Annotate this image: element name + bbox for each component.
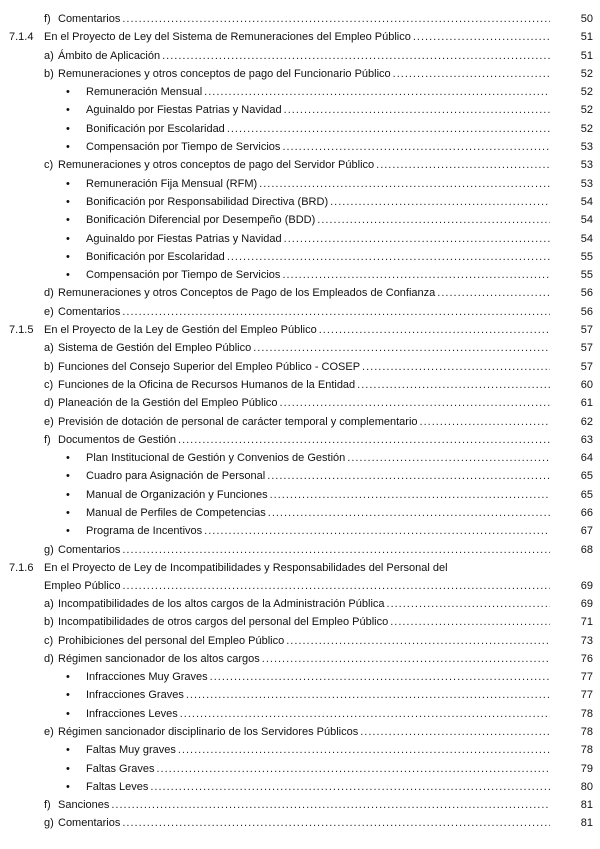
entry-title: Compensación por Tiempo de Servicios [86,269,281,282]
toc-entry [0,705,600,723]
dot-leader [376,156,550,174]
toc-entry [0,760,600,778]
dot-leader [122,10,550,28]
dot-leader [111,796,550,814]
item-letter: f) [44,799,51,812]
entry-title: Remuneraciones y otros conceptos de pago del Funcionario Público [58,67,391,80]
entry-title: En el Proyecto de la Ley de Gestión del Empleo Público [44,324,317,337]
bullet-icon: • [66,104,70,117]
page-number: 52 [580,104,593,117]
dot-leader [284,230,550,248]
page-number: 78 [580,725,593,738]
dot-leader [262,650,550,668]
page-number: 53 [580,159,593,172]
toc-entry [0,10,600,28]
toc-entry [0,230,600,248]
toc-entry [0,28,600,46]
page-number: 55 [580,269,593,282]
bullet-icon: • [66,195,70,208]
entry-title: Remuneración Mensual [86,86,203,99]
toc-entry [0,686,600,704]
toc-entry [0,193,600,211]
item-letter: g) [44,543,54,556]
entry-title: Comentarios [58,305,121,318]
toc-entry [0,413,600,431]
item-letter: b) [44,360,54,373]
page-number: 52 [580,86,593,99]
entry-title: Remuneración Fija Mensual (RFM) [86,177,258,190]
item-letter: f) [44,433,51,446]
toc-entry [0,339,600,357]
page-number: 79 [580,762,593,775]
toc-entry [0,650,600,668]
item-letter: d) [44,652,54,665]
entry-title: Bonificación por Escolaridad [86,250,225,263]
page-number: 78 [580,744,593,757]
dot-leader [204,83,550,101]
entry-title: Bonificación Diferencial por Desempeño (BDD) [86,214,316,227]
entry-title: Plan Institucional de Gestión y Convenios de Gestión [86,452,346,465]
dot-leader [282,138,550,156]
dot-leader [150,778,550,796]
entry-title: Comentarios [58,543,121,556]
bullet-icon: • [66,86,70,99]
entry-title: Bonificación por Responsabilidad Directiva (BRD) [86,195,329,208]
dot-leader [180,705,550,723]
dot-leader [253,339,550,357]
dot-leader [227,120,550,138]
item-letter: c) [44,159,54,172]
entry-title: Previsión de dotación de personal de carácter temporal y complementario [58,415,418,428]
bullet-icon: • [66,452,70,465]
toc-entry [0,156,600,174]
toc-entry [0,120,600,138]
page-number: 50 [580,13,593,25]
toc-entry [0,741,600,759]
toc-entry [0,266,600,284]
dot-leader [420,413,550,431]
dot-leader [317,211,550,229]
toc-entry [0,431,600,449]
entry-title: Ámbito de Aplicación [58,49,161,62]
page-number: 53 [580,141,593,154]
item-letter: e) [44,305,54,318]
page-number: 56 [580,305,593,318]
toc-entry [0,504,600,522]
bullet-icon: • [66,671,70,684]
dot-leader [204,522,550,540]
bullet-icon: • [66,488,70,501]
entry-title: Manual de Perfiles de Competencias [86,507,266,520]
page-number: 60 [580,378,593,391]
entry-title: Faltas Leves [86,780,149,793]
page-number: 65 [580,488,593,501]
bullet-icon: • [66,214,70,227]
toc-entry [0,814,600,832]
dot-leader [330,193,550,211]
dot-leader [360,723,550,741]
dot-leader [259,175,550,193]
item-letter: c) [44,378,54,391]
page-number: 68 [580,543,593,556]
page-number: 57 [580,360,593,373]
entry-title: Manual de Organización y Funciones [86,488,268,501]
page-number: 57 [580,324,593,337]
toc-entry [0,47,600,65]
item-letter: b) [44,616,54,629]
item-letter: a) [44,597,54,610]
toc-entry [0,559,600,595]
bullet-icon: • [66,250,70,263]
entry-title: Régimen sancionador de los altos cargos [58,652,260,665]
entry-title-line-2: Empleo Público [44,580,121,593]
dot-leader [362,358,550,376]
bullet-icon: • [66,507,70,520]
entry-title: Remuneraciones y otros Conceptos de Pago de los Empleados de Confianza [58,287,436,300]
bullet-icon: • [66,269,70,282]
dot-leader [268,504,550,522]
toc-entry [0,65,600,83]
toc-entry [0,284,600,302]
page-number: 53 [580,177,593,190]
dot-leader [357,376,550,394]
toc-entry [0,632,600,650]
entry-title: Documentos de Gestión [58,433,177,446]
entry-title: Incompatibilidades de los altos cargos de la Administración Pública [58,597,385,610]
toc-entry [0,796,600,814]
dot-leader [280,394,550,412]
dot-leader [122,303,550,321]
entry-title: Planeación de la Gestión del Empleo Público [58,397,278,410]
page-number: 62 [580,415,593,428]
page-number: 80 [580,780,593,793]
item-letter: d) [44,397,54,410]
page-number: 65 [580,470,593,483]
dot-leader [319,321,550,339]
toc-entry [0,376,600,394]
page-number: 77 [580,671,593,684]
page-number: 66 [580,507,593,520]
entry-title: Funciones de la Oficina de Recursos Humanos de la Entidad [58,378,356,391]
toc-entry [0,248,600,266]
item-letter: b) [44,67,54,80]
bullet-icon: • [66,707,70,720]
entry-title: Infracciones Leves [86,707,178,720]
bullet-icon: • [66,744,70,757]
bullet-icon: • [66,525,70,538]
dot-leader [162,47,550,65]
entry-title: Infracciones Muy Graves [86,671,208,684]
page-number: 55 [580,250,593,263]
toc-entry [0,138,600,156]
toc-entry [0,211,600,229]
entry-title-line-1: En el Proyecto de Ley de Incompatibilidades y Responsabilidades del Personal del [44,561,448,574]
item-letter: f) [44,13,51,25]
page-number: 69 [580,579,593,592]
dot-leader [122,814,550,832]
entry-title: Remuneraciones y otros conceptos de pago del Servidor Público [58,159,375,172]
toc-entry [0,541,600,559]
section-number: 7.1.4 [9,31,34,44]
entry-title: Funciones del Consejo Superior del Empleo Público - COSEP [58,360,361,373]
dot-leader [122,577,550,595]
entry-title: Cuadro para Asignación de Personal [86,470,266,483]
dot-leader [210,668,550,686]
page-number: 57 [580,342,593,355]
toc-entry [0,449,600,467]
page-number: 52 [580,122,593,135]
toc-entry [0,723,600,741]
toc-entry [0,101,600,119]
entry-title: Sanciones [58,799,110,812]
item-letter: e) [44,415,54,428]
dot-leader [122,541,550,559]
dot-leader [282,266,550,284]
bullet-icon: • [66,177,70,190]
toc-entry [0,467,600,485]
page-number: 51 [580,49,593,62]
entry-title: Programa de Incentivos [86,525,203,538]
item-letter: d) [44,287,54,300]
page-number: 61 [580,397,593,410]
bullet-icon: • [66,232,70,245]
dot-leader [178,431,550,449]
page-number: 78 [580,707,593,720]
entry-title: Comentarios [58,817,121,830]
entry-title: Incompatibilidades de otros cargos del personal del Empleo Público [58,616,389,629]
toc-entry [0,394,600,412]
dot-leader [178,741,550,759]
page-number: 73 [580,634,593,647]
entry-title: En el Proyecto de Ley del Sistema de Remuneraciones del Empleo Público [44,31,411,44]
section-number: 7.1.5 [9,324,34,337]
entry-title: Aguinaldo por Fiestas Patrias y Navidad [86,104,282,117]
section-number: 7.1.6 [9,561,34,574]
page-number: 81 [580,817,593,830]
page-number: 67 [580,525,593,538]
page-number: 69 [580,597,593,610]
entry-title: Sistema de Gestión del Empleo Público [58,342,252,355]
entry-title: Infracciones Graves [86,689,184,702]
dot-leader [227,248,550,266]
entry-title: Bonificación por Escolaridad [86,122,225,135]
bullet-icon: • [66,141,70,154]
toc-entry [0,778,600,796]
bullet-icon: • [66,762,70,775]
bullet-icon: • [66,689,70,702]
bullet-icon: • [66,470,70,483]
item-letter: c) [44,634,54,647]
page-number: 54 [580,195,593,208]
page-number: 56 [580,287,593,300]
entry-title: Aguinaldo por Fiestas Patrias y Navidad [86,232,282,245]
dot-leader [413,28,550,46]
entry-title: Faltas Muy graves [86,744,176,757]
page-number: 81 [580,799,593,812]
entry-title: Régimen sancionador disciplinario de los Servidores Públicos [58,725,359,738]
dot-leader [186,686,550,704]
page-number: 54 [580,214,593,227]
page-number: 52 [580,67,593,80]
dot-leader [437,284,550,302]
toc-entry [0,358,600,376]
toc-entry [0,613,600,631]
dot-leader [284,101,550,119]
toc-entry [0,303,600,321]
page-number: 77 [580,689,593,702]
bullet-icon: • [66,780,70,793]
toc-entry [0,522,600,540]
page-number: 54 [580,232,593,245]
page-number: 71 [580,616,593,629]
toc-entry [0,486,600,504]
dot-leader [387,595,550,613]
dot-leader [156,760,550,778]
page-number: 63 [580,433,593,446]
dot-leader [286,632,550,650]
page-number: 76 [580,652,593,665]
page-number: 51 [580,31,593,44]
item-letter: a) [44,342,54,355]
dot-leader [270,486,550,504]
dot-leader [267,467,550,485]
toc-entry [0,175,600,193]
toc-entry [0,668,600,686]
page-number: 64 [580,452,593,465]
entry-title: Compensación por Tiempo de Servicios [86,141,281,154]
dot-leader [393,65,550,83]
toc-entry [0,595,600,613]
entry-title: Faltas Graves [86,762,155,775]
dot-leader [347,449,550,467]
item-letter: e) [44,725,54,738]
bullet-icon: • [66,122,70,135]
table-of-contents [0,10,600,833]
item-letter: g) [44,817,54,830]
entry-title: Prohibiciones del personal del Empleo Público [58,634,285,647]
toc-entry [0,83,600,101]
toc-entry [0,321,600,339]
dot-leader [390,613,550,631]
item-letter: a) [44,49,54,62]
entry-title: Comentarios [58,13,121,25]
